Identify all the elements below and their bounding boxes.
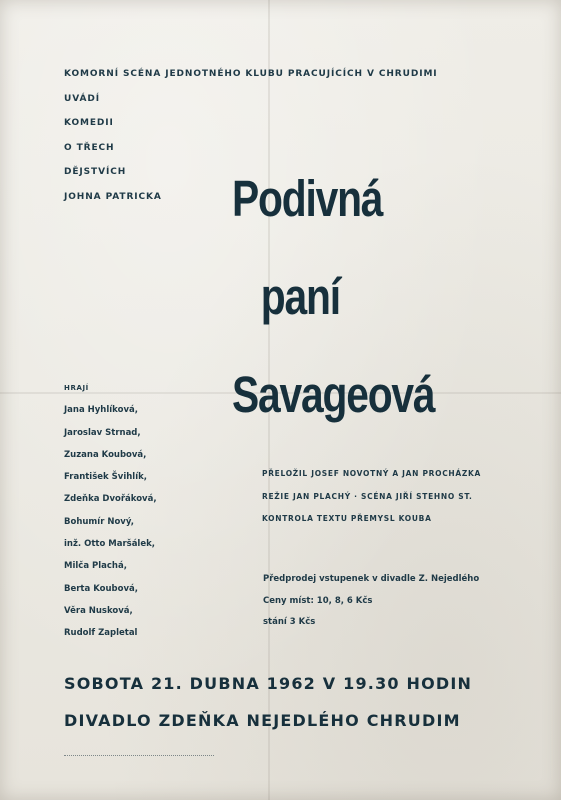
performance-venue: DIVADLO ZDEŇKA NEJEDLÉHO CHRUDIM xyxy=(64,711,461,730)
performance-date: SOBOTA 21. DUBNA 1962 V 19.30 HODIN xyxy=(64,674,473,693)
cast-name: Jana Hyhlíková, xyxy=(64,405,138,416)
acts-line: O TŘECH xyxy=(64,142,115,153)
acts-line-2: DĚJSTVÍCH xyxy=(64,167,127,177)
genre-line: KOMEDII xyxy=(64,118,114,128)
cast-heading: HRAJÍ xyxy=(64,384,89,392)
cast-name: Zuzana Koubová, xyxy=(64,449,147,460)
cast-name: František Švihlík, xyxy=(64,472,147,483)
text-check-credit: KONTROLA TEXTU PŘEMYSL KOUBA xyxy=(262,514,432,523)
seat-prices: Ceny míst: 10, 8, 6 Kčs xyxy=(263,595,373,606)
presale-line: Předprodej vstupenek v divadle Z. Nejedlého xyxy=(263,574,480,584)
cast-name: inž. Otto Maršálek, xyxy=(64,539,155,550)
ticket-info xyxy=(263,569,479,634)
cast-name: Bohumír Nový, xyxy=(64,516,134,527)
title-line-1: Podivná xyxy=(232,170,383,227)
cast-list xyxy=(64,377,157,645)
author-line: JOHNA PATRICKA xyxy=(64,191,162,202)
play-title xyxy=(232,150,434,444)
title-line-2: paní xyxy=(260,268,340,325)
direction-credit: REŽIE JAN PLACHÝ · SCÉNA JIŘÍ STEHNO ST. xyxy=(262,491,473,501)
translation-credit: PŘELOŽIL JOSEF NOVOTNÝ A JAN PROCHÁZKA xyxy=(262,469,482,478)
presenter-line: KOMORNÍ SCÉNA JEDNOTNÉHO KLUBU PRACUJÍCÍCH V CHRUDIMI xyxy=(64,69,438,79)
printer-imprint-mark xyxy=(64,755,214,760)
cast-name: Zdeňka Dvořáková, xyxy=(64,494,157,505)
cast-name: Věra Nusková, xyxy=(64,605,133,616)
cast-name: Berta Koubová, xyxy=(64,583,138,594)
standing-price: stání 3 Kčs xyxy=(263,617,316,627)
credits-block xyxy=(262,463,481,531)
title-line-3: Savageová xyxy=(232,366,435,423)
presents-line: UVÁDÍ xyxy=(64,93,100,104)
cast-name: Rudolf Zapletal xyxy=(64,628,138,639)
cast-name: Jaroslav Strnad, xyxy=(64,427,141,438)
cast-name: Milča Plachá, xyxy=(64,561,127,572)
